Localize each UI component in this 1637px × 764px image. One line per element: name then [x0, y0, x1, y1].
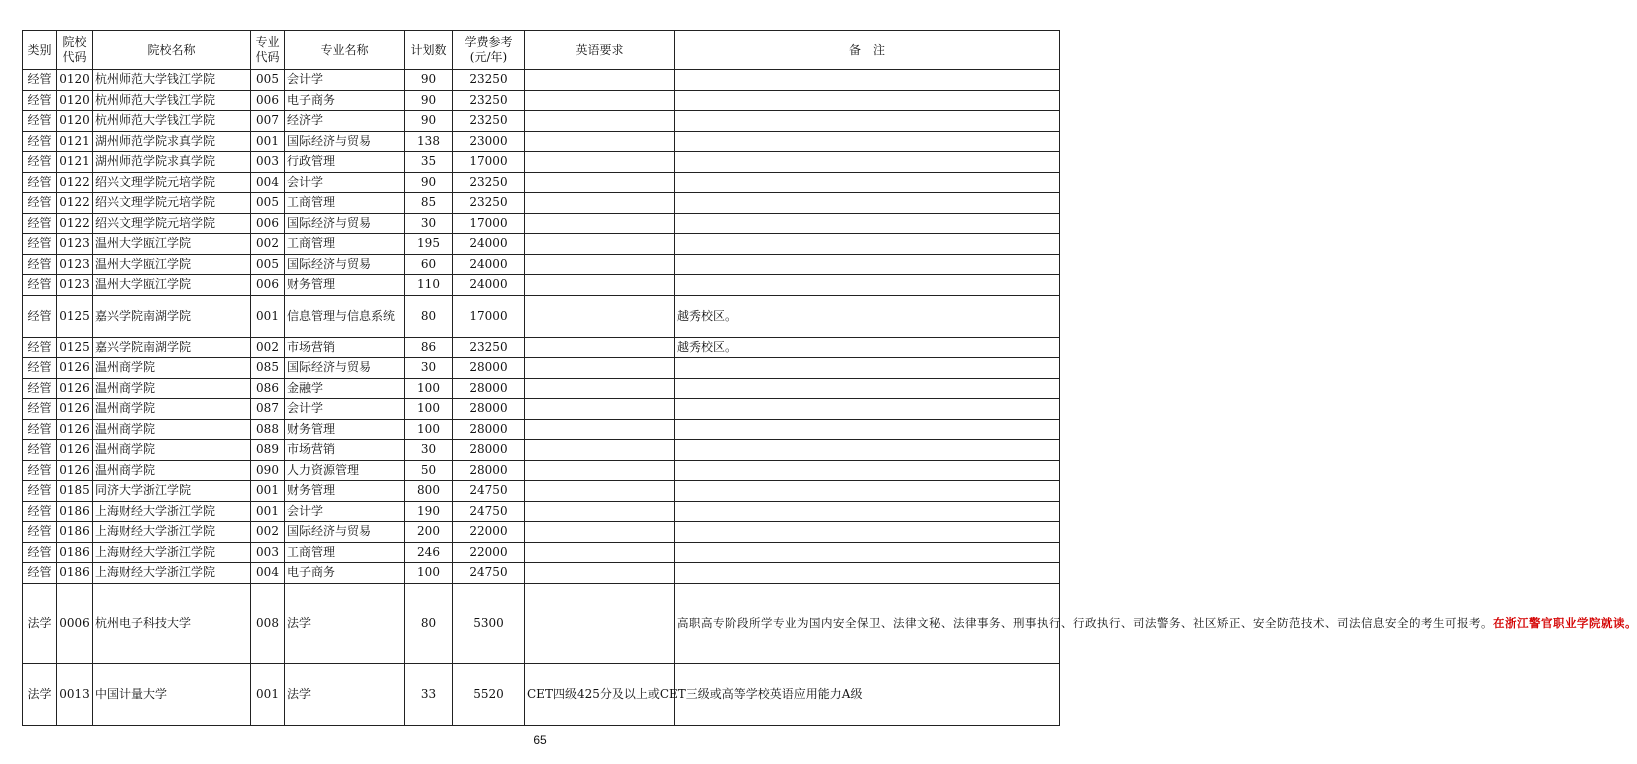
- cell-note: [675, 234, 1060, 255]
- cell-plan: 33: [405, 663, 453, 725]
- cell-plan: 80: [405, 295, 453, 337]
- cell-plan: 50: [405, 460, 453, 481]
- cell-major-name: 法学: [285, 663, 405, 725]
- cell-category: 经管: [23, 193, 57, 214]
- cell-note: [675, 152, 1060, 173]
- cell-major-name: 市场营销: [285, 337, 405, 358]
- cell-plan: 100: [405, 378, 453, 399]
- cell-english: [525, 213, 675, 234]
- cell-major-name: 国际经济与贸易: [285, 358, 405, 379]
- table-row: [23, 70, 1060, 91]
- cell-school-name: 温州商学院: [93, 419, 251, 440]
- cell-note: [675, 213, 1060, 234]
- table-row: [23, 295, 1060, 337]
- cell-note: [675, 172, 1060, 193]
- cell-english: [525, 378, 675, 399]
- cell-major-code: 008: [251, 583, 285, 663]
- cell-fee: 23250: [453, 193, 525, 214]
- cell-school-name: 上海财经大学浙江学院: [93, 542, 251, 563]
- cell-plan: 30: [405, 440, 453, 461]
- cell-major-code: 004: [251, 563, 285, 584]
- header-school-code: 院校代码: [57, 31, 93, 70]
- cell-category: 法学: [23, 663, 57, 725]
- cell-note: [675, 131, 1060, 152]
- cell-school-code: 0186: [57, 501, 93, 522]
- cell-major-name: 会计学: [285, 172, 405, 193]
- cell-school-name: 湖州师范学院求真学院: [93, 131, 251, 152]
- cell-school-code: 0123: [57, 275, 93, 296]
- cell-note: [675, 378, 1060, 399]
- cell-school-name: 杭州师范大学钱江学院: [93, 90, 251, 111]
- cell-english: [525, 583, 675, 663]
- cell-major-code: 006: [251, 90, 285, 111]
- cell-school-name: 温州商学院: [93, 358, 251, 379]
- cell-school-name: 嘉兴学院南湖学院: [93, 295, 251, 337]
- cell-fee: 28000: [453, 358, 525, 379]
- cell-english: [525, 399, 675, 420]
- cell-major-code: 001: [251, 295, 285, 337]
- cell-major-code: 001: [251, 501, 285, 522]
- header-major-code: 专业代码: [251, 31, 285, 70]
- table-row: [23, 358, 1060, 379]
- cell-school-name: 杭州师范大学钱江学院: [93, 111, 251, 132]
- header-major-name: 专业名称: [285, 31, 405, 70]
- cell-school-name: 杭州电子科技大学: [93, 583, 251, 663]
- cell-school-code: 0186: [57, 563, 93, 584]
- cell-school-code: 0122: [57, 172, 93, 193]
- table-row: [23, 90, 1060, 111]
- cell-note: [675, 460, 1060, 481]
- cell-school-name: 上海财经大学浙江学院: [93, 522, 251, 543]
- cell-plan: 85: [405, 193, 453, 214]
- cell-fee: 5520: [453, 663, 525, 725]
- cell-english: [525, 70, 675, 91]
- cell-plan: 30: [405, 213, 453, 234]
- cell-english: [525, 90, 675, 111]
- cell-plan: 60: [405, 254, 453, 275]
- cell-school-code: 0123: [57, 254, 93, 275]
- table-row: [23, 378, 1060, 399]
- law-row: [23, 663, 1060, 725]
- cell-fee: 24000: [453, 275, 525, 296]
- cell-note: [675, 254, 1060, 275]
- cell-note: [675, 481, 1060, 502]
- cell-note: [675, 440, 1060, 461]
- cell-school-name: 绍兴文理学院元培学院: [93, 172, 251, 193]
- cell-english: CET四级425分及以上或CET三级或高等学校英语应用能力A级: [525, 663, 675, 725]
- cell-major-code: 001: [251, 131, 285, 152]
- cell-note: [675, 501, 1060, 522]
- cell-plan: 90: [405, 172, 453, 193]
- cell-note: [675, 419, 1060, 440]
- cell-category: 经管: [23, 522, 57, 543]
- table-row: [23, 542, 1060, 563]
- cell-fee: 28000: [453, 419, 525, 440]
- cell-fee: 17000: [453, 152, 525, 173]
- table-row: [23, 275, 1060, 296]
- cell-category: 经管: [23, 460, 57, 481]
- cell-school-code: 0121: [57, 152, 93, 173]
- cell-major-code: 007: [251, 111, 285, 132]
- table-row: [23, 337, 1060, 358]
- cell-plan: 100: [405, 399, 453, 420]
- cell-school-code: 0125: [57, 337, 93, 358]
- cell-plan: 35: [405, 152, 453, 173]
- cell-major-name: 财务管理: [285, 275, 405, 296]
- cell-major-name: 金融学: [285, 378, 405, 399]
- cell-major-name: 会计学: [285, 501, 405, 522]
- cell-note: [675, 358, 1060, 379]
- table-row: [23, 481, 1060, 502]
- table-row: [23, 172, 1060, 193]
- table-row: [23, 152, 1060, 173]
- table-row: [23, 501, 1060, 522]
- cell-major-code: 002: [251, 522, 285, 543]
- cell-school-name: 上海财经大学浙江学院: [93, 563, 251, 584]
- header-row: [23, 31, 1060, 70]
- cell-english: [525, 337, 675, 358]
- cell-note: [675, 542, 1060, 563]
- cell-school-name: 杭州师范大学钱江学院: [93, 70, 251, 91]
- cell-major-name: 信息管理与信息系统: [285, 295, 405, 337]
- cell-major-name: 国际经济与贸易: [285, 131, 405, 152]
- cell-category: 经管: [23, 563, 57, 584]
- cell-plan: 30: [405, 358, 453, 379]
- cell-school-code: 0120: [57, 90, 93, 111]
- cell-english: [525, 254, 675, 275]
- cell-fee: 24000: [453, 234, 525, 255]
- cell-school-code: 0126: [57, 419, 93, 440]
- cell-major-code: 085: [251, 358, 285, 379]
- cell-category: 经管: [23, 358, 57, 379]
- cell-major-code: 005: [251, 254, 285, 275]
- cell-school-name: 中国计量大学: [93, 663, 251, 725]
- cell-plan: 100: [405, 419, 453, 440]
- cell-fee: 24000: [453, 254, 525, 275]
- cell-plan: 200: [405, 522, 453, 543]
- cell-plan: 90: [405, 90, 453, 111]
- cell-major-code: 002: [251, 337, 285, 358]
- cell-fee: 28000: [453, 378, 525, 399]
- table-row: [23, 522, 1060, 543]
- cell-category: 经管: [23, 131, 57, 152]
- cell-note: 越秀校区。: [675, 337, 1060, 358]
- cell-major-code: 005: [251, 193, 285, 214]
- table-row: [23, 563, 1060, 584]
- table-row: [23, 460, 1060, 481]
- cell-fee: 5300: [453, 583, 525, 663]
- cell-major-name: 会计学: [285, 399, 405, 420]
- cell-school-name: 温州大学瓯江学院: [93, 234, 251, 255]
- cell-major-name: 电子商务: [285, 563, 405, 584]
- cell-category: 经管: [23, 213, 57, 234]
- cell-school-code: 0125: [57, 295, 93, 337]
- cell-english: [525, 460, 675, 481]
- cell-english: [525, 542, 675, 563]
- cell-major-code: 001: [251, 663, 285, 725]
- cell-category: 经管: [23, 419, 57, 440]
- cell-category: 经管: [23, 172, 57, 193]
- cell-note: [675, 563, 1060, 584]
- cell-plan: 195: [405, 234, 453, 255]
- cell-plan: 90: [405, 70, 453, 91]
- table-row: [23, 399, 1060, 420]
- header-fee: 学费参考(元/年): [453, 31, 525, 70]
- cell-school-name: 温州商学院: [93, 399, 251, 420]
- cell-english: [525, 234, 675, 255]
- cell-english: [525, 358, 675, 379]
- law-row: [23, 583, 1060, 663]
- cell-fee: 24750: [453, 501, 525, 522]
- cell-fee: 28000: [453, 440, 525, 461]
- cell-category: 经管: [23, 254, 57, 275]
- page-number: 65: [533, 733, 547, 747]
- cell-school-code: 0126: [57, 399, 93, 420]
- header-plan: 计划数: [405, 31, 453, 70]
- cell-school-code: 0126: [57, 378, 93, 399]
- cell-note: [675, 583, 1637, 663]
- cell-major-name: 会计学: [285, 70, 405, 91]
- cell-english: [525, 275, 675, 296]
- header-english: 英语要求: [525, 31, 675, 70]
- cell-category: 经管: [23, 542, 57, 563]
- cell-fee: 23250: [453, 172, 525, 193]
- cell-category: 经管: [23, 399, 57, 420]
- cell-school-name: 上海财经大学浙江学院: [93, 501, 251, 522]
- cell-fee: 23250: [453, 111, 525, 132]
- cell-english: [525, 522, 675, 543]
- cell-fee: 23250: [453, 70, 525, 91]
- table-body: [23, 70, 1637, 726]
- cell-school-name: 温州商学院: [93, 440, 251, 461]
- cell-school-code: 0122: [57, 213, 93, 234]
- cell-note: [675, 193, 1060, 214]
- cell-school-name: 绍兴文理学院元培学院: [93, 193, 251, 214]
- cell-note: 越秀校区。: [675, 295, 1060, 337]
- cell-school-code: 0120: [57, 70, 93, 91]
- cell-school-code: 0122: [57, 193, 93, 214]
- admissions-table: [22, 30, 1637, 726]
- cell-school-code: 0121: [57, 131, 93, 152]
- cell-fee: 23000: [453, 131, 525, 152]
- cell-school-name: 湖州师范学院求真学院: [93, 152, 251, 173]
- cell-english: [525, 131, 675, 152]
- cell-school-name: 温州大学瓯江学院: [93, 254, 251, 275]
- cell-major-name: 电子商务: [285, 90, 405, 111]
- cell-school-code: 0126: [57, 358, 93, 379]
- cell-school-name: 同济大学浙江学院: [93, 481, 251, 502]
- cell-fee: 28000: [453, 399, 525, 420]
- cell-english: [525, 440, 675, 461]
- cell-fee: 24750: [453, 481, 525, 502]
- cell-major-code: 088: [251, 419, 285, 440]
- cell-major-name: 工商管理: [285, 542, 405, 563]
- cell-category: 经管: [23, 440, 57, 461]
- header-category: 类别: [23, 31, 57, 70]
- cell-fee: 22000: [453, 522, 525, 543]
- cell-major-name: 国际经济与贸易: [285, 213, 405, 234]
- cell-school-code: 0126: [57, 460, 93, 481]
- cell-category: 经管: [23, 111, 57, 132]
- cell-major-code: 087: [251, 399, 285, 420]
- cell-major-code: 006: [251, 275, 285, 296]
- cell-plan: 110: [405, 275, 453, 296]
- cell-school-name: 温州商学院: [93, 378, 251, 399]
- cell-note: [675, 522, 1060, 543]
- cell-major-name: 财务管理: [285, 419, 405, 440]
- table-row: [23, 419, 1060, 440]
- cell-plan: 138: [405, 131, 453, 152]
- cell-major-name: 行政管理: [285, 152, 405, 173]
- cell-school-code: 0186: [57, 542, 93, 563]
- table-row: [23, 193, 1060, 214]
- cell-fee: 17000: [453, 213, 525, 234]
- table-row: [23, 440, 1060, 461]
- cell-school-code: 0186: [57, 522, 93, 543]
- cell-plan: 100: [405, 563, 453, 584]
- cell-note: [675, 399, 1060, 420]
- cell-english: [525, 295, 675, 337]
- header-note: 备 注: [675, 31, 1060, 70]
- cell-category: 经管: [23, 295, 57, 337]
- cell-fee: 28000: [453, 460, 525, 481]
- cell-school-code: 0120: [57, 111, 93, 132]
- cell-major-code: 003: [251, 152, 285, 173]
- cell-major-code: 005: [251, 70, 285, 91]
- cell-plan: 86: [405, 337, 453, 358]
- cell-major-name: 国际经济与贸易: [285, 254, 405, 275]
- cell-note: [675, 275, 1060, 296]
- cell-category: 经管: [23, 90, 57, 111]
- cell-school-name: 温州大学瓯江学院: [93, 275, 251, 296]
- cell-fee: 23250: [453, 337, 525, 358]
- cell-fee: 17000: [453, 295, 525, 337]
- cell-major-name: 工商管理: [285, 234, 405, 255]
- cell-english: [525, 152, 675, 173]
- note-highlight: 在浙江警官职业学院就读。: [1493, 615, 1637, 630]
- cell-english: [525, 501, 675, 522]
- cell-major-name: 市场营销: [285, 440, 405, 461]
- cell-plan: 190: [405, 501, 453, 522]
- cell-fee: 23250: [453, 90, 525, 111]
- cell-english: [525, 111, 675, 132]
- table-row: [23, 131, 1060, 152]
- cell-plan: 800: [405, 481, 453, 502]
- cell-english: [525, 563, 675, 584]
- cell-major-code: 086: [251, 378, 285, 399]
- cell-major-code: 003: [251, 542, 285, 563]
- cell-major-name: 人力资源管理: [285, 460, 405, 481]
- cell-school-code: 0185: [57, 481, 93, 502]
- cell-fee: 24750: [453, 563, 525, 584]
- cell-school-code: 0013: [57, 663, 93, 725]
- cell-category: 经管: [23, 152, 57, 173]
- cell-english: [525, 193, 675, 214]
- cell-major-name: 经济学: [285, 111, 405, 132]
- cell-note: [675, 111, 1060, 132]
- table-row: [23, 111, 1060, 132]
- cell-plan: 246: [405, 542, 453, 563]
- cell-english: [525, 419, 675, 440]
- cell-category: 经管: [23, 501, 57, 522]
- cell-major-name: 财务管理: [285, 481, 405, 502]
- cell-school-code: 0126: [57, 440, 93, 461]
- cell-note: [675, 90, 1060, 111]
- cell-category: 经管: [23, 234, 57, 255]
- cell-fee: 22000: [453, 542, 525, 563]
- cell-note: [675, 70, 1060, 91]
- cell-category: 经管: [23, 70, 57, 91]
- cell-plan: 90: [405, 111, 453, 132]
- table-row: [23, 234, 1060, 255]
- cell-major-name: 法学: [285, 583, 405, 663]
- cell-major-name: 工商管理: [285, 193, 405, 214]
- cell-school-name: 嘉兴学院南湖学院: [93, 337, 251, 358]
- cell-category: 经管: [23, 275, 57, 296]
- cell-school-name: 温州商学院: [93, 460, 251, 481]
- cell-english: [525, 481, 675, 502]
- cell-category: 经管: [23, 481, 57, 502]
- table-row: [23, 213, 1060, 234]
- cell-plan: 80: [405, 583, 453, 663]
- note-text: 高职高专阶段所学专业为国内安全保卫、法律文秘、法律事务、刑事执行、行政执行、司法警务、社区矫正、安全防范技术、司法信息安全的考生可报考。: [677, 615, 1493, 630]
- cell-major-code: 089: [251, 440, 285, 461]
- cell-english: [525, 172, 675, 193]
- cell-major-name: 国际经济与贸易: [285, 522, 405, 543]
- cell-major-code: 001: [251, 481, 285, 502]
- cell-category: 经管: [23, 378, 57, 399]
- cell-school-code: 0006: [57, 583, 93, 663]
- table-row: [23, 254, 1060, 275]
- cell-major-code: 002: [251, 234, 285, 255]
- cell-category: 经管: [23, 337, 57, 358]
- header-school-name: 院校名称: [93, 31, 251, 70]
- cell-major-code: 090: [251, 460, 285, 481]
- cell-major-code: 006: [251, 213, 285, 234]
- cell-category: 法学: [23, 583, 57, 663]
- cell-school-name: 绍兴文理学院元培学院: [93, 213, 251, 234]
- cell-major-code: 004: [251, 172, 285, 193]
- cell-school-code: 0123: [57, 234, 93, 255]
